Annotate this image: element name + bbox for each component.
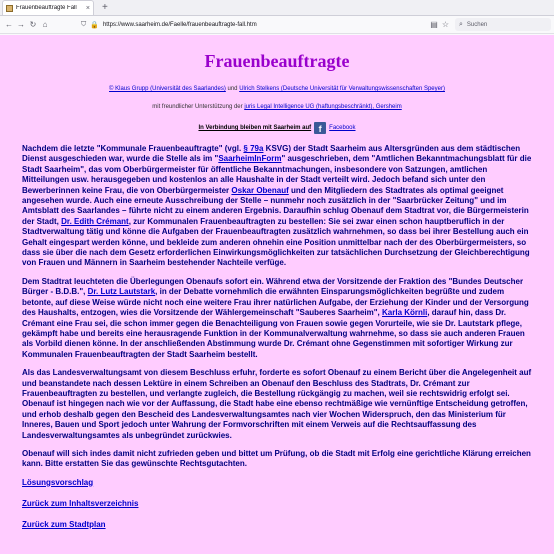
tab-close-icon[interactable]: × [85,4,90,12]
url-text[interactable]: https://www.saarheim.de/Faelle/frauenbeauftragte-fall.htm [102,21,257,28]
support-prefix: mit freundlicher Unterstützung der [152,104,245,110]
search-placeholder: Suchen [466,21,488,28]
author-link-stelkens[interactable]: Ulrich Stelkens (Deutsche Universität für Verwaltungswissenschaften Speyer) [239,86,445,92]
map-link[interactable]: Zurück zum Stadtplan [22,519,106,529]
paragraph-3: Als das Landesverwaltungsamt von diesem Beschluss erfuhr, forderte es sofort Obenauf zu einem Bericht über die Angelegenheit auf und beanstandete nach dessen Lektüre in einem Schreiben an Obenauf den Beschluss des Stadtrats, Dr. Crémant zur Frauenbeauftragten zu bestellen, und verlangte zugleich, die Bestellung rückgängig zu machen, weil sie rechtswidrig erfolgt sei. Obenauf ist hingegen nach wie vor der Auffassung, die Stadt habe eine ebenso rechtmäßige wie vernünftige Entscheidung getroffen, und erhob deshalb gegen den Bescheid des Landesverwaltungsamtes nach vier Wochen Widerspruch, den das Ministerium für Inneres, Bauen und Sport jedoch unter Wahrung der Formvorschriften mit einem Verweis auf die Rechtsauffassung des Landesverwaltungsamtes als unbegründet zurückwies. [22,368,532,440]
p1-text-a: Nachdem die letzte "Kommunale Frauenbeauftragte" (vgl. [22,144,244,153]
link-solution-wrap [22,478,532,487]
address-bar[interactable] [81,18,449,31]
tab-bar [0,0,554,16]
paragraph-2 [22,277,532,360]
juris-link[interactable]: juris Legal Intelligence UG (haftungsbeschränkt), Gersheim [244,104,402,110]
reader-view-icon[interactable]: ▤ [430,20,438,29]
paragraph-4: Obenauf will sich indes damit nicht zufrieden geben und bittet um Prüfung, ob die Stadt mit Erfolg eine gerichtliche Klärung erreichen kann. Bitte erstatten Sie das gewünschte Rechtsgutachten. [22,448,531,469]
search-icon: ⌕ [459,20,463,28]
bookmark-star-icon[interactable]: ☆ [441,20,449,29]
authors-line [22,86,532,92]
obenauf-link[interactable]: Oskar Obenauf [231,185,289,195]
new-tab-button[interactable]: + [102,2,108,13]
p2-text-c: , darauf hin, dass Dr. Crémant eine Frau sei, die schon immer gegen die Benachteiligung von Frauen sowie gegen Vorurteile, wie sie Dr. Lautstark pflege, gekämpft habe und bereits eine herausragende Funktion in der Kommunalverwaltung wahrnehme, so dass sie auch anderen Frauen als Vorbild dienen könne. In der anschließenden Abstimmung wurde Dr. Crémant ohne Gegenstimmen mit sofortiger Wirkung zur Kommunalen Frauenbeauftragten der Stadt Saarheim bestellt. [22,308,525,359]
link-map-wrap [22,520,532,529]
lautstark-link[interactable]: Dr. Lutz Lautstark [87,287,156,297]
tab-title: Frauenbeauftragte Fall [16,5,77,11]
nav-bar [0,16,554,34]
shield-icon[interactable]: ⛉ [81,20,87,28]
browser-tab[interactable] [2,0,94,15]
p2-text-b: , in der Debatte vornehmlich die erwähnten Einsparungsmöglichkeiten begrüßte und zudem betonte, auf diese Weise würde nicht noch eine weitere Frau ihrer natürlichen Aufgabe, der Erziehung der Kinder und der Versorgung des Haushalts, entzogen, wies die Vorsitzende der Wählergemeinschaft "Sauberes Saarheim", [22,287,529,318]
ksvg-link[interactable]: § 79a [243,144,264,153]
search-input[interactable] [455,18,551,31]
facebook-line [22,122,532,134]
support-line [22,104,532,110]
p1-text-e: , zur Kommunalen Frauenbeauftragten zu bestellen: Sie sei zwar einen schon hauptberuflich in der Stadtverwaltung tätig und könne die Aufgaben der Frauenbeauftragten zusätzlich wahrnehmen, so dass bei ihrer Bestellung auch ein Gehalt eingespart werden könne, und bekleide zum anderen ohnehin eine Position unmittelbar nach der des Oberbürgermeisters, so dass sie über die nach dem Gesetz erforderlichen Einwirkungsmöglichkeiten zur tatsächlichen Durchsetzung der Gleichberechtigung von Frauen und Männern in Saarheim bestehender Nachteile verfüge. [22,216,530,268]
solution-link[interactable]: Lösungsvorschlag [22,477,94,487]
author-link-grupp[interactable]: © Klaus Grupp (Universität des Saarlandes) [109,86,226,92]
p1-text-c: " ausgeschrieben, dem "Amtlichen Bekanntmachungsblatt für die Stadt Saarheim", das vom Oberbürgermeister für öffentliche Bekanntmachungen, insbesondere von Satzungen, amtlichen Mitteilungen usw. herausgegeben und kostenlos an alle Haushalte in der Stadt verteilt wird. Jedoch befand sich unter den Bewerberinnen keine Frau, die von Oberbürgermeister [22,154,532,195]
home-icon[interactable]: ⌂ [42,19,48,29]
facebook-link[interactable]: Facebook [329,125,356,131]
paragraph-1 [22,144,532,269]
forward-icon[interactable]: → [17,19,25,29]
toc-link[interactable]: Zurück zum Inhaltsverzeichnis [22,498,139,508]
lock-icon[interactable]: 🔒 [90,21,99,29]
facebook-icon[interactable]: f [314,122,326,134]
authors-and: und [225,86,240,92]
page-title: Frauenbeauftragte [204,51,350,71]
p1-text-b: KSVG) der Stadt Saarheim aus Altersgründen aus dem städtischen Dienst ausgeschieden war, wurde die Stelle als im " [22,144,521,164]
koernli-link[interactable]: Karla Körnli [382,308,428,318]
saarheiminform-link[interactable]: SaarheimInForm [218,154,282,164]
reload-icon[interactable]: ↻ [29,19,37,29]
p1-text-d: und den Mitgliedern des Stadtrates als optimal geeignet angesehen wurde. Auch eine erneute Ausschreibung der Stelle – nunmehr noch zusätzlich in der "Saarbrücker Zeitung" und im Amtsblatt des Saarlandes – führte nicht zu einem anderen Ergebnis. Daraufhin schlug Obenauf dem Stadtrat vor, die Bürgermeisterin der Stadt, [22,185,529,226]
back-icon[interactable]: ← [5,19,13,29]
favicon-icon [6,5,13,12]
p2-text-a: Dem Stadtrat leuchteten die Überlegungen Obenaufs sofort ein. Während etwa der Vorsitzende der Fraktion des "Bundes Deutscher Bürger - B.D.B.", [22,276,524,297]
connection-text: In Verbindung bleiben mit Saarheim auf [198,125,312,131]
page-content [0,35,554,554]
cremant-link[interactable]: Dr. Edith Crémant [61,216,129,226]
link-toc-wrap [22,499,532,508]
